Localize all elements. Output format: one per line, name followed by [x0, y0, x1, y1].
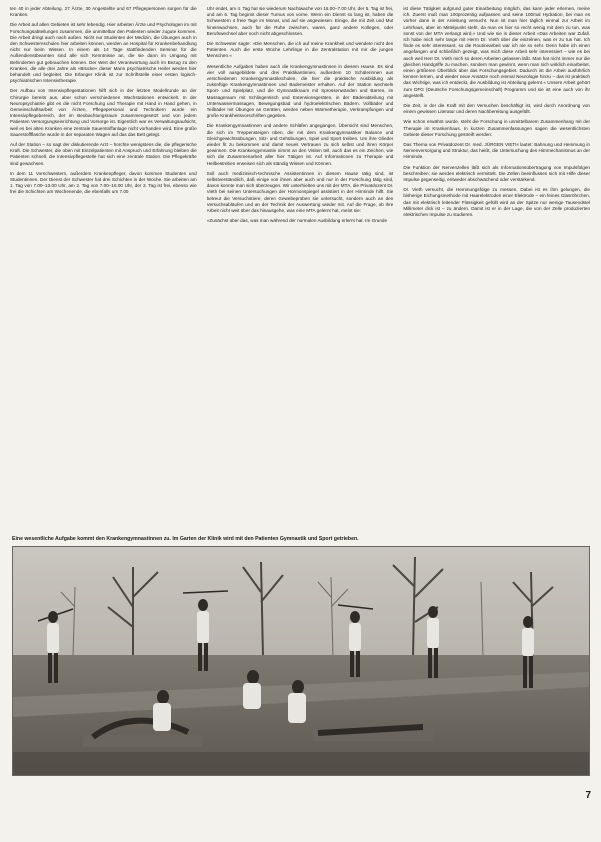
page-number: 7	[585, 790, 591, 801]
photo-illustration	[13, 547, 589, 775]
text-column-3	[403, 6, 590, 534]
article-body	[10, 6, 590, 534]
paragraph: Die Schwester sagte: »Die Menschen, die ich auf meine Krankheit und wendete nicht den Patienten. Auch die erste Woche Lehrlinge in die Zentralstation mit mir die jungen Menschen.«	[206, 41, 394, 59]
paragraph: Die Krankengymnastinnen und andere Schläfen angegangen. Übersicht sind Menschen, die sich im Treppensteigen üben, die mit dem Krankengymnastiker Balance und Gleichgewichtsübungen, Sitz- und Gehübungen, Spiel und Sport treiben. Um ihre Glieder wieder fit zu bekommen und damit neues Vertrauen zu sich selbst und ihren Körper gewinnen. Die Krankengymnastin nimmt an den Visiten teil, auch das es ein Zeichen, wie sich die Zusammenarbeit aller hier Tätigen ist. Auf Informationen zu Therapie und Heilbestreben erweisen sich als ständig Wissen und Können.	[206, 123, 394, 166]
paragraph: Auf der Station – so sagt der diskutierende Arzt – horchte wenigstens die, die pflegerische Kraft. Die Schwester, die oben mit Einzelpatienten mit Anspruch und Erfahrung bleiben die Patienten schnell, die Intensivpflegestelle hat sich eine zentrale Station. Die Pflegekräfte sind gewachsen.	[10, 142, 197, 166]
paragraph: Wie schon erwähnt wurde, steht die Forschung in unmittelbarem Zusammenhang mit der Therapie im Krankenhaus. In kurzen Zusammenfassungen sagen die wesentlichsten Gebiete dieser Forschung gestreift werden:	[403, 119, 591, 137]
paragraph: Wesentliche Aufgaben haben auch die Krankengymnastinnen in diesem Hause. Es sind vier voll ausgebildete und drei Praktikantinnen, außerdem 10 Schülerinnen aus verschiedenen Krankengymnastikschulen, die hier die praktische Ausbildung als zukünftige Krankengymnastinnen und Bademeister erhalten. Auf der Station wechseln Sport- und Spielplatz, und die Gymnastikraum mit Sprossenwänden und Barren, im Massageraum mit Schlingentisch und Extensionsgeräten, in der Bäderabteilung mit Unterwassermassagen, Bewegungsbad und hydroelektrischen Bädern. Vollbäder und Teilbäder mit Übungen an Geräten, werden neben Wärmetherapie, Verkrampfungen und große Krankheitsvorschriften gegeben.	[206, 63, 394, 119]
paragraph: ten 40 in jeder Abteilung. 27 Ärzte, 30 Angestellte und 67 Pflegepersonen sorgen für die Kranken.	[10, 6, 197, 18]
paragraph: In dem 11 Vorschwestern, außerdem Krankenpfleger, davon kommen Studenten und Studentinnen. Der Dienst der Schwester hat drei Schichten in der Woche. Sie arbeiten am 1. Tag von 7.00–13.00 Uhr, am 2. Tag von 7.00–16.00 Uhr, der 3. Tag ist frei, ebenso wie frei die Schichten am Wochenende, die ebenfalls um 7.00	[10, 170, 197, 195]
paragraph: Die Funktion der Nervenzellen läßt sich als Informationsübertragung von Impulsfolgen beschreiben; sie werden elektrisch vermittelt. Die Zellen beeinflussen sich mit Hilfe dieser Impulse gegenseitig, entweder abschwächend oder verstärkend.	[403, 164, 591, 183]
garden-gymnastics-photo	[12, 546, 590, 776]
paragraph: Das Thema von Privatdozent Dr. med. JÜRGEN VIETH lautet: Bahnung und Hemmung in Nervenversorgung und Struktur, das heißt, die Untersuchung des Hirnmechanismus an der Hirnrinde.	[403, 142, 591, 160]
paragraph: Soll auch medizinisch-technische Assistentinnen in diesem Hause tätig sind, ist selbstverständlich, daß einige von ihnen aber auch und nur in der Forschung tätig sind, davon konnte man sich überzeugen. Wir unterhielten uns mit der MTA, die Privatdozent Dr. Vieth bei seinen Untersuchungen der Hormonspiegel assistiert in der Hirnrinde hilft. Sie betreut die Versuchstiere, deren Gewebeproben sie untersucht, sondern auch an den Versuchsabläufen und an der Technik der Auswertung wieder mit. Auf die Frage, ob ihre Arbeit nicht weit über das hinausgehe, was eine MTA gelernt hat, meint sie:	[206, 170, 394, 214]
photo-caption: Eine wesentliche Aufgabe kommt den Krankengymnastinnen zu. Im Garten der Klinik wird mit den Patienten Gymnastik und Sport getrieben.	[12, 536, 359, 542]
paragraph: Dr. Vieth versucht, die Hemmungsfolge zu messen. Dabei ist es ihm gelungen, die bisherige Eichungsmethode mit Haarelektroden einer Elektrode – ein feines Glasröhrchen, das mit elektrisch leitender Flüssigkeit gefüllt wird an der Spitze nur wenige Tausendstel Millimeter dick ist – zu ändern. Damit ist er in der Lage, die von der Zelle produzierten elektrischen Impulse zu studieren.	[403, 187, 591, 218]
paragraph: ist diese Tätigkeit aufgrund guter Einarbeitung möglich, das kann jeder erlernen, meine ich. Zuerst muß man 100prozentig aufpassen und seine 100mal Hydration, bei man es vorher dann in der Anleitung versucht. Nun ist man hier täglich einmal zur Arbeit im Lehrhaus, aber im Mittelpunkt steht, da man es hier so recht wenig mit dem zu tun, was sonst von der MTA verlangt wird.« Und wie sie in dieser Arbeit »Das Arbeiten war Zufall. Ich habe mich sehr lange mit Herrn Dr. Vieth über die einzelnen, was er zu tun hat. Ich finde es sehr interessant, so die Routinearbeit war ich nie so sehr. Denn habe ich einen angefangen und schließlich gezeigt, was mich diese Arbeit sehr interessiert – wie es bei auch weil Herr Dr. Vieth mich so deren Arbeiten gelassen läßt. Man hat nicht immer nur die gleichen Handgriffe zu machen, sondern man gewinnt, wenn man sich wirklich einarbeitet, einen größeren Überblick über das Forschungsgebiet. Dadurch ist die Arbeit ausführlich kennen lernen, und wieder neue Ansätze noch einmal Neurologie hinzu – das ist praktisch das Wichtige, was ich entdeckt, die Ausbildung ist Abteilung gelernt.« Unsere Arbeit gehört zum DFG (Deutsche Forschungsgemeinschaft) Programm und sie ist eine auch von ihr angestellt.	[403, 6, 591, 98]
paragraph: Der Aufbau von Intensivpflegestationen hilft sich in der letzten Modellrunde an der Chirurgie bereits aus, aber schon verschiedenen Wachstationen entwickelt. In der Neuropsychiatrie gibt es die nicht Forschung und Therapie mit Hand in Hand gehen, in Gemeinschaftsarbeit von Ärzten, Pflegepersonal und Technikern wurde ein Intensivpflegebereich, der im Beobachtungsraum zusammengesetzt und von jedem Patienten Versorgungseinrichtung und Vorsorge ist. Eigentlich war es Verwaltungsaufsicht, weil es bei alten Kranken eine zentrale Sauerstoffanlage nicht vorhanden wird. Eine große Sauerstoffflasche wurde in der separaten Wagen auf das das Bett gelegt.	[10, 88, 197, 137]
paragraph: Uhr endet, am 4. Tag hat sie wiederum Nachtwache von 16.00–7.00 Uhr, der 5. Tag ist frei, und am 6. Tag beginnt dieser Turnus von vorne. Wenn ein Dienst so lang ist, haben die Schwestern 4 freie Tage im Monat, und auf sie angewiesen. Einige, die mit Zeit und Mut hineinwachsen, auch für die Ruhe zwischen, waren, ganz andere Kollegen, oder Berufswechsel aber noch nicht abgeschlossen.	[206, 6, 394, 36]
paragraph: Die Arbeit auf allen Gebieten ist sehr lebendig. Hier arbeiten Ärzte und Psychologen im mit Forschungsabteilungen zusammen, die unmittelbar den Patienten wieder zugute kommen. Die Arbeit dringt auch nach außen. Nicht nur Studenten der Medizin, die Übungen auch in den Schwesternschulen hier arbeiten können, werden an Hospital für Krankenbehandlung nicht nur beim Wissen. In einem als 14 Tage stattfindenden Seminar für die Außendienstbeamten sind alle sich Kenntnisse an, die sie dann im Umgang mit Behinderten gut gebrauchen können. Der Wert der Verantwortung auch im Bezug zu den Kranken, die alle drei Jahre als »Brücke« dieser Mann psychiatrische Heiler werden hier behandelt und begleitet. Die Erlanger Klinik ist zur Schriftstelle einer ersten logisch-psychiatrischen Intensivtherapie.	[10, 22, 197, 84]
text-column-1	[10, 6, 197, 534]
text-column-2	[207, 6, 394, 534]
paragraph: Die Zeit, in der die Kraft mit den Versuchen beschäftigt ist, wird durch Anordnung von einem gewissen Literatur und deren Nachbereitung ausgefüllt.	[403, 103, 591, 115]
paragraph: »Zunächst über das, was man während der normalen Ausbildung erlernt hat. Im Grunde	[206, 218, 388, 224]
